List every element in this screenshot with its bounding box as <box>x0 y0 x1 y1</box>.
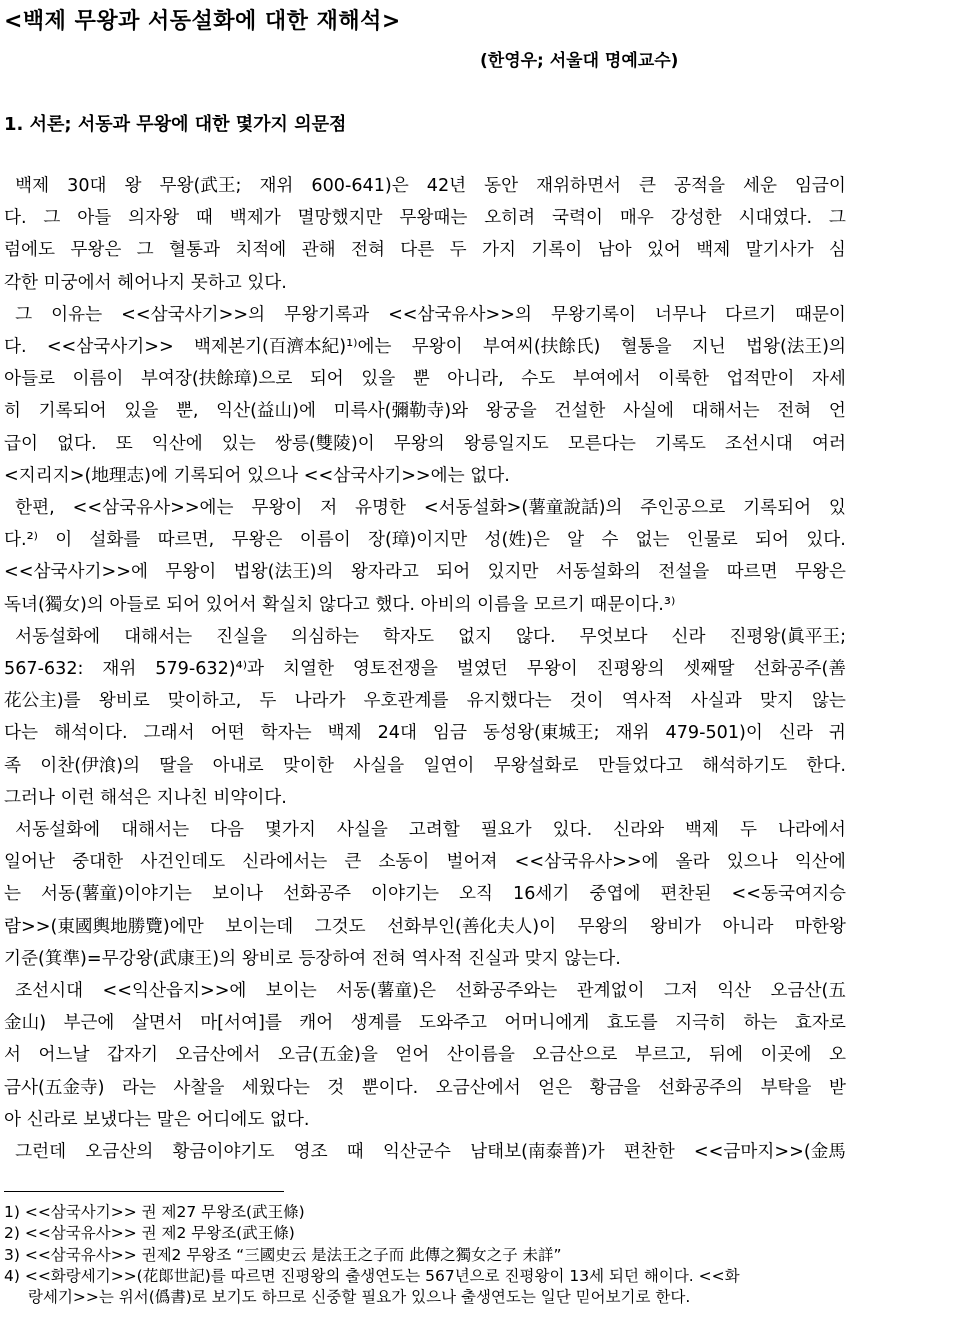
body-line: 금사(五金寺) 라는 사찰을 세웠다는 것 뿐이다. 오금산에서 얻은 황금을 선화공주의 부탁을 받 <box>4 1077 846 1098</box>
body-line: 조선시대 <<익산읍지>>에 보이는 서동(薯童)은 선화공주와는 관계없이 그저 익산 오금산(五 <box>4 981 846 1002</box>
footnote-1: 1) <<삼국사기>> 권 제27 무왕조(武王條) <box>4 1203 305 1221</box>
body-line: 백제 30대 왕 무왕(武王; 재위 600-641)은 42년 동안 재위하면서 큰 공적을 세운 임금이 <box>4 176 846 196</box>
footnote-3: 3) <<삼국유사>> 권제2 무왕조 “三國史云 是法王之子而 此傳之獨女之子 未詳” <box>4 1245 562 1264</box>
footnote-4-continued: 랑세기>>는 위서(僞書)로 보기도 하므로 신중할 필요가 있으나 출생연도는 일단 믿어보기로 한다. <box>28 1288 691 1307</box>
author-line: (한영우; 서울대 명예교수) <box>480 51 679 71</box>
body-line: <지리지>(地理志)에 기록되어 있으나 <<삼국사기>>에는 없다. <box>4 465 510 486</box>
body-line: 다.²⁾ 이 설화를 따르면, 무왕은 이름이 장(璋)이지만 성(姓)은 알 수 없는 인물로 되어 있다. <box>4 530 846 551</box>
body-line: 일어난 중대한 사건인데도 신라에서는 큰 소동이 벌어져 <<삼국유사>>에 올라 있으나 익산에 <box>4 852 846 873</box>
body-line: 족 이찬(伊湌)의 딸을 아내로 맞이한 사실을 일연이 무왕설화로 만들었다고 해석하기도 한다. <box>4 755 846 776</box>
body-line: 567-632: 재위 579-632)⁴⁾과 치열한 영토전쟁을 벌였던 무왕이 진평왕의 셋째딸 선화공주(善 <box>4 659 846 680</box>
body-line: 람>>(東國輿地勝覽)에만 보이는데 그것도 선화부인(善化夫人)이 무왕의 왕비가 아니라 마한왕 <box>4 916 846 937</box>
body-line: 花公主)를 왕비로 맞이하고, 두 나라가 우호관계를 유지했다는 것이 역사적 사실과 맞지 않는 <box>4 691 846 712</box>
body-line: 히 기록되어 있을 뿐, 익산(益山)에 미륵사(彌勒寺)와 왕궁을 건설한 사실에 대해서는 전혀 언 <box>4 401 846 422</box>
body-line: 는 서동(薯童)이야기는 보이나 선화공주 이야기는 오직 16세기 중엽에 편찬된 <<동국여지승 <box>4 884 846 905</box>
body-line: 다. 그 아들 의자왕 때 백제가 멸망했지만 무왕때는 오히려 국력이 매우 강성한 시대였다. 그 <box>4 208 846 229</box>
body-line: 다. <<삼국사기>> 백제본기(百濟本紀)¹⁾에는 무왕이 부여씨(扶餘氏) 혈통을 지닌 법왕(法王)의 <box>4 337 846 358</box>
body-line: 서동설화에 대해서는 진실을 의심하는 학자도 없지 않다. 무엇보다 신라 진평왕(眞平王; <box>4 626 846 647</box>
body-line: 럼에도 무왕은 그 혈통과 치적에 관해 전혀 다른 두 가지 기록이 남아 있어 백제 말기사가 심 <box>4 240 846 261</box>
body-line: 그 이유는 <<삼국사기>>의 무왕기록과 <<삼국유사>>의 무왕기록이 너무나 다르기 때문이 <box>4 304 846 325</box>
body-line: 그런데 오금산의 황금이야기도 영조 때 익산군수 남태보(南泰普)가 편찬한 <<금마지>>(金馬 <box>4 1142 846 1163</box>
body-line: 다는 해석이다. 그래서 어떤 학자는 백제 24대 임금 동성왕(東城王; 재위 479-501)이 신라 귀 <box>4 723 846 744</box>
body-line: 아 신라로 보냈다는 말은 어디에도 없다. <box>4 1109 310 1130</box>
body-line: 기준(箕準)=무강왕(武康王)의 왕비로 등장하여 전혀 역사적 진실과 맞지 않는다. <box>4 948 621 969</box>
body-line: 독녀(獨女)의 아들로 되어 있어서 확실치 않다고 했다. 아비의 이름을 모르기 때문이다.³⁾ <box>4 594 676 615</box>
body-line: 한편, <<삼국유사>>에는 무왕이 저 유명한 <서동설화>(薯童說話)의 주인공으로 기록되어 있 <box>4 498 846 519</box>
body-line: 아들로 이름이 부여장(扶餘璋)으로 되어 있을 뿐 아니라, 수도 부여에서 이룩한 업적만이 자세 <box>4 369 846 390</box>
footnote-divider <box>4 1191 284 1192</box>
body-line: 급이 없다. 또 익산에 있는 쌍릉(雙陵)이 무왕의 왕릉일지도 모른다는 기록도 조선시대 여러 <box>4 433 846 454</box>
body-text <box>4 170 846 1168</box>
section-heading: 1. 서론; 서동과 무왕에 대한 몇가지 의문점 <box>4 114 347 135</box>
body-line: 서동설화에 대해서는 다음 몇가지 사실을 고려할 필요가 있다. 신라와 백제 두 나라에서 <box>4 820 846 841</box>
body-line: 각한 미궁에서 헤어나지 못하고 있다. <box>4 272 287 293</box>
footnote-2: 2) <<삼국유사>> 권 제2 무왕조(武王條) <box>4 1224 295 1243</box>
body-line: 서 어느날 갑자기 오금산에서 오금(五金)을 얻어 산이름을 오금산으로 부르고, 뒤에 이곳에 오 <box>4 1045 846 1066</box>
footnote-4: 4) <<화랑세기>>(花郞世記)를 따르면 진평왕의 출생연도는 567년으로 진평왕이 13세 되던 해이다. <<화 <box>4 1266 740 1285</box>
body-line: 金山) 부근에 살면서 마[서여]를 캐어 생계를 도와주고 어머니에게 효도를 지극히 하는 효자로 <box>4 1013 846 1034</box>
body-line: <<삼국사기>>에 무왕이 법왕(法王)의 왕자라고 되어 있지만 서동설화의 전설을 따르면 무왕은 <box>4 562 846 583</box>
footnotes <box>4 1202 846 1308</box>
document-title: <백제 무왕과 서동설화에 대한 재해석> <box>4 9 401 34</box>
body-line: 그러나 이런 해석은 지나친 비약이다. <box>4 787 287 808</box>
